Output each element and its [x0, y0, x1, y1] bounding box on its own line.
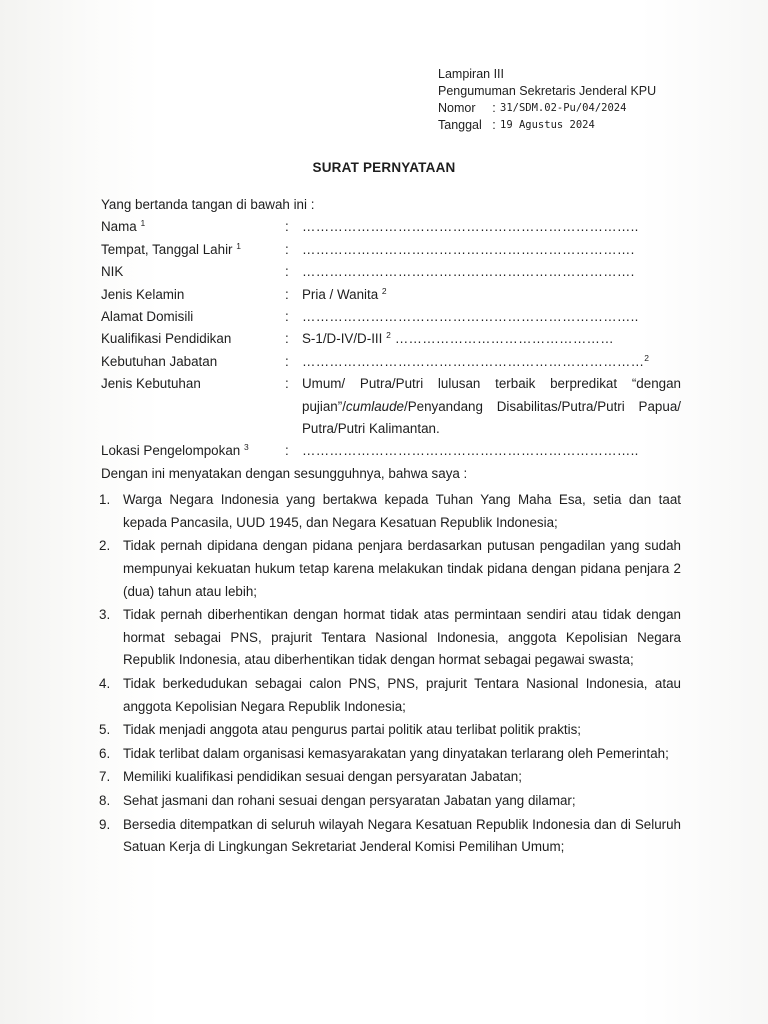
- field-value-text: ……………………………………………………………….: [302, 264, 635, 280]
- field-label: [101, 328, 285, 350]
- statement-text: Tidak berkedudukan sebagai calon PNS, PNS, prajurit Tentara Nasional Indonesia, atau anggota Kepolisian Negara Republik Indonesia;: [123, 676, 681, 714]
- statement-text: Memiliki kualifikasi pendidikan sesuai dengan persyaratan Jabatan;: [123, 769, 522, 785]
- header-line-1: [438, 66, 656, 83]
- field-label-text: Kualifikasi Pendidikan: [101, 331, 232, 347]
- field-value-text: …………………………………………………………………: [302, 353, 645, 369]
- statement-number: 4.: [99, 676, 111, 692]
- field-label: [101, 261, 285, 283]
- field-value: [302, 239, 681, 261]
- statement-text: Tidak pernah diberhentikan dengan hormat tidak atas permintaan sendiri atau tidak dengan hormat sebagai PNS, prajurit Tentara Nasional Indonesia, anggota Kepolisian Negara Republik Indonesia, atau diberhentikan tidak dengan hormat sebagai pegawai swasta;: [123, 607, 681, 668]
- field-value-text: S-1/D-IV/D-III: [302, 331, 383, 347]
- field-label: [101, 284, 285, 306]
- field-colon: :: [285, 219, 289, 235]
- field-value: [302, 328, 681, 350]
- field-row: [101, 373, 681, 440]
- statement-number: 3.: [99, 607, 111, 623]
- footnote-marker: 2: [644, 352, 649, 363]
- statement-item: [101, 673, 681, 718]
- field-label-text: NIK: [101, 264, 124, 280]
- field-label-text: Kebutuhan Jabatan: [101, 353, 218, 369]
- statement-number: 7.: [99, 769, 111, 785]
- statement-number: 9.: [99, 816, 111, 832]
- field-label: [101, 440, 285, 462]
- footnote-marker: 2: [386, 330, 391, 341]
- field-label-text: Jenis Kelamin: [101, 286, 185, 302]
- field-label-text: Tempat, Tanggal Lahir: [101, 241, 233, 257]
- footnote-marker: 2: [381, 285, 387, 296]
- field-value-text: ………………………………………………………………..: [302, 309, 639, 325]
- statement-item: [101, 766, 681, 789]
- statement-text: Tidak terlibat dalam organisasi kemasyarakatan yang dinyatakan terlarang oleh Pemerintah;: [123, 745, 669, 761]
- intro-text: Yang bertanda tangan di bawah ini :: [101, 197, 315, 212]
- footnote-marker: 3: [243, 442, 249, 453]
- field-value-text: ……………………………………………………………….: [302, 241, 635, 257]
- field-label-text: Jenis Kebutuhan: [101, 376, 201, 392]
- field-row: [101, 328, 681, 350]
- field-label: [101, 216, 285, 238]
- nomor-separator: :: [492, 101, 496, 115]
- identity-fields: [101, 216, 681, 462]
- field-colon: :: [285, 286, 289, 302]
- field-label-text: Lokasi Pengelompokan: [101, 443, 241, 459]
- field-value: [302, 373, 681, 440]
- cumlaude-emphasis: cumlaude: [345, 398, 404, 414]
- field-value-text: ………………………………………………………………..: [302, 443, 639, 459]
- statement-item: [101, 814, 681, 859]
- statement-item: [101, 489, 681, 534]
- statement-number: 2.: [99, 538, 111, 554]
- attachment-header: [438, 66, 656, 134]
- field-colon: :: [285, 331, 289, 347]
- statement-item: [101, 790, 681, 813]
- field-colon: :: [285, 241, 289, 257]
- tanggal-separator: :: [492, 118, 496, 132]
- field-row: [101, 261, 681, 283]
- field-label-text: Alamat Domisili: [101, 309, 194, 325]
- field-row: [101, 306, 681, 328]
- statement-item: [101, 743, 681, 766]
- statement-list: [101, 489, 681, 859]
- nomor-label: Nomor: [438, 101, 476, 115]
- header-pengumuman: Pengumuman Sekretaris Jenderal KPU: [438, 84, 657, 98]
- footnote-marker: 1: [140, 218, 146, 229]
- statement-item: [101, 719, 681, 742]
- field-value: [302, 440, 681, 462]
- field-value-blank: …………………………………………: [390, 331, 614, 347]
- statement-text: Bersedia ditempatkan di seluruh wilayah Negara Kesatuan Republik Indonesia dan di Seluruh Satuan Kerja di Lingkungan Sekretariat Jenderal Komisi Pemilihan Umum;: [123, 816, 681, 855]
- statement-item: [101, 604, 681, 672]
- nomor-value: 31/SDM.02-Pu/04/2024: [500, 102, 627, 114]
- field-value-text: ………………………………………………………………..: [302, 219, 639, 235]
- statement-number: 6.: [99, 745, 111, 761]
- field-value: [302, 261, 681, 283]
- field-row: [101, 284, 681, 306]
- field-row: [101, 351, 681, 373]
- header-tanggal: [438, 117, 656, 134]
- header-line-2: [438, 83, 656, 100]
- field-label: [101, 351, 285, 373]
- field-label: [101, 306, 285, 328]
- statement-number: 8.: [99, 793, 111, 808]
- field-value: [302, 351, 681, 373]
- document-body: [101, 194, 681, 860]
- field-value-text: Pria / Wanita: [302, 286, 379, 302]
- field-colon: :: [285, 309, 289, 325]
- field-label-text: Nama: [101, 219, 137, 235]
- statement-item: [101, 535, 681, 603]
- footnote-marker: 1: [236, 240, 241, 251]
- field-colon: :: [285, 443, 289, 459]
- field-colon: :: [285, 264, 289, 280]
- statement-text: Tidak pernah dipidana dengan pidana penjara berdasarkan putusan pengadilan yang sudah mempunyai kekuatan hukum tetap karena melakukan tindak pidana dengan pidana penjara 2 (dua) tahun atau lebih;: [123, 538, 681, 599]
- declaration-text: Dengan ini menyatakan dengan sesungguhnya, bahwa saya :: [101, 465, 468, 481]
- field-value: [302, 216, 681, 238]
- field-value-text: Umum/ Putra/Putri lulusan terbaik berpredikat “dengan pujian”/cumlaude/Penyandang Disabilitas/Putra/Putri Papua/ Putra/Putri Kalimantan.: [302, 376, 681, 437]
- field-value: [302, 306, 681, 328]
- field-row: [101, 440, 681, 462]
- tanggal-value: 19 Agustus 2024: [500, 119, 595, 131]
- tanggal-label: Tanggal: [438, 118, 482, 132]
- field-label: [101, 239, 285, 261]
- field-colon: :: [285, 376, 289, 392]
- statement-text: Tidak menjadi anggota atau pengurus partai politik atau terlibat politik praktis;: [123, 722, 582, 738]
- field-row: [101, 216, 681, 238]
- field-row: [101, 239, 681, 261]
- statement-number: 1.: [99, 492, 111, 508]
- document-title: SURAT PERNYATAAN: [312, 160, 456, 175]
- field-colon: :: [285, 353, 289, 369]
- field-value: [302, 284, 681, 306]
- field-label: [101, 373, 285, 440]
- statement-number: 5.: [99, 722, 111, 738]
- statement-text: Sehat jasmani dan rohani sesuai dengan persyaratan Jabatan yang dilamar;: [123, 793, 576, 808]
- statement-text: Warga Negara Indonesia yang bertakwa kepada Tuhan Yang Maha Esa, setia dan taat kepada Pancasila, UUD 1945, dan Negara Kesatuan Republik Indonesia;: [123, 492, 681, 530]
- header-lampiran: Lampiran III: [438, 67, 505, 81]
- header-nomor: [438, 100, 656, 117]
